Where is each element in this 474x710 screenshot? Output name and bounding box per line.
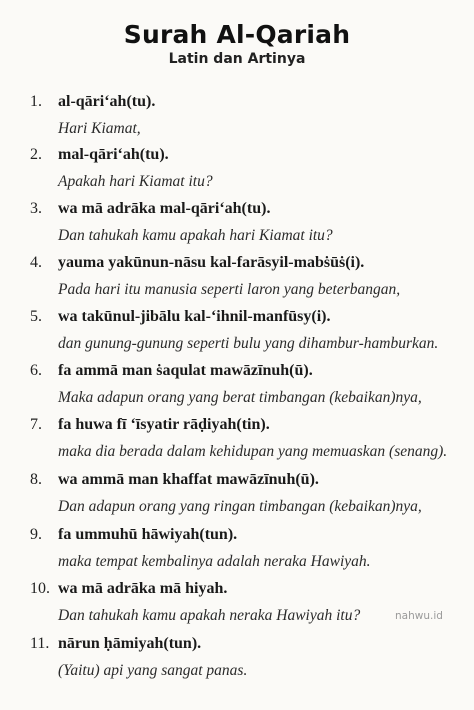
verse-translation: Apakah hari Kiamat itu? [58, 173, 213, 190]
verse-latin: fa ummuhū hāwiyah(tun). [58, 526, 238, 543]
verse-number: 5. [30, 308, 42, 325]
verse-number: 11. [30, 635, 50, 652]
verse-translation: (Yaitu) api yang sangat panas. [58, 662, 248, 679]
verse-number: 3. [30, 200, 42, 217]
verse-number: 4. [30, 254, 42, 271]
verse-latin: nārun ḥāmiyah(tun). [58, 635, 202, 652]
verse-translation: Dan adapun orang yang ringan timbangan (kebaikan)nya, [58, 498, 422, 515]
verse-number: 7. [30, 416, 42, 433]
verse-latin: wa mā adrāka mā hiyah. [58, 580, 228, 597]
page-subtitle: Latin dan Artinya [168, 51, 306, 67]
verse-translation: Hari Kiamat, [58, 120, 141, 137]
verse-translation: maka tempat kembalinya adalah neraka Hawiyah. [58, 553, 371, 570]
verse-latin: fa huwa fī ‘īsyatir rāḍiyah(tin). [58, 416, 270, 433]
verse-number: 8. [30, 471, 42, 488]
verse-latin: fa ammā man ṡaqulat mawāzīnuh(ū). [58, 362, 313, 379]
verse-latin: wa takūnul-jibālu kal-‘ihnil-manfūsy(i). [58, 308, 331, 325]
verse-number: 6. [30, 362, 42, 379]
verse-translation: dan gunung-gunung seperti bulu yang dihambur-hamburkan. [58, 335, 439, 352]
verse-translation: Maka adapun orang yang berat timbangan (kebaikan)nya, [58, 389, 422, 406]
verse-latin: wa mā adrāka mal-qāri‘ah(tu). [58, 200, 271, 217]
verse-translation: maka dia berada dalam kehidupan yang memuaskan (senang). [58, 443, 448, 460]
verse-latin: mal-qāri‘ah(tu). [58, 146, 169, 163]
verse-translation: Dan tahukah kamu apakah neraka Hawiyah itu? [58, 607, 361, 624]
verse-translation: Pada hari itu manusia seperti laron yang beterbangan, [58, 281, 401, 298]
verse-number: 9. [30, 526, 42, 543]
verse-number: 1. [30, 93, 42, 110]
page-title: Surah Al-Qariah [123, 20, 351, 49]
verse-number: 10. [30, 580, 50, 597]
verse-number: 2. [30, 146, 42, 163]
watermark: nahwu.id [395, 610, 443, 622]
verse-latin: wa ammā man khaffat mawāzīnuh(ū). [58, 471, 319, 488]
verse-latin: al-qāri‘ah(tu). [58, 93, 156, 110]
verse-latin: yauma yakūnun-nāsu kal-farāsyil-mabṡūṡ(i). [58, 254, 365, 271]
verse-translation: Dan tahukah kamu apakah hari Kiamat itu? [58, 227, 333, 244]
